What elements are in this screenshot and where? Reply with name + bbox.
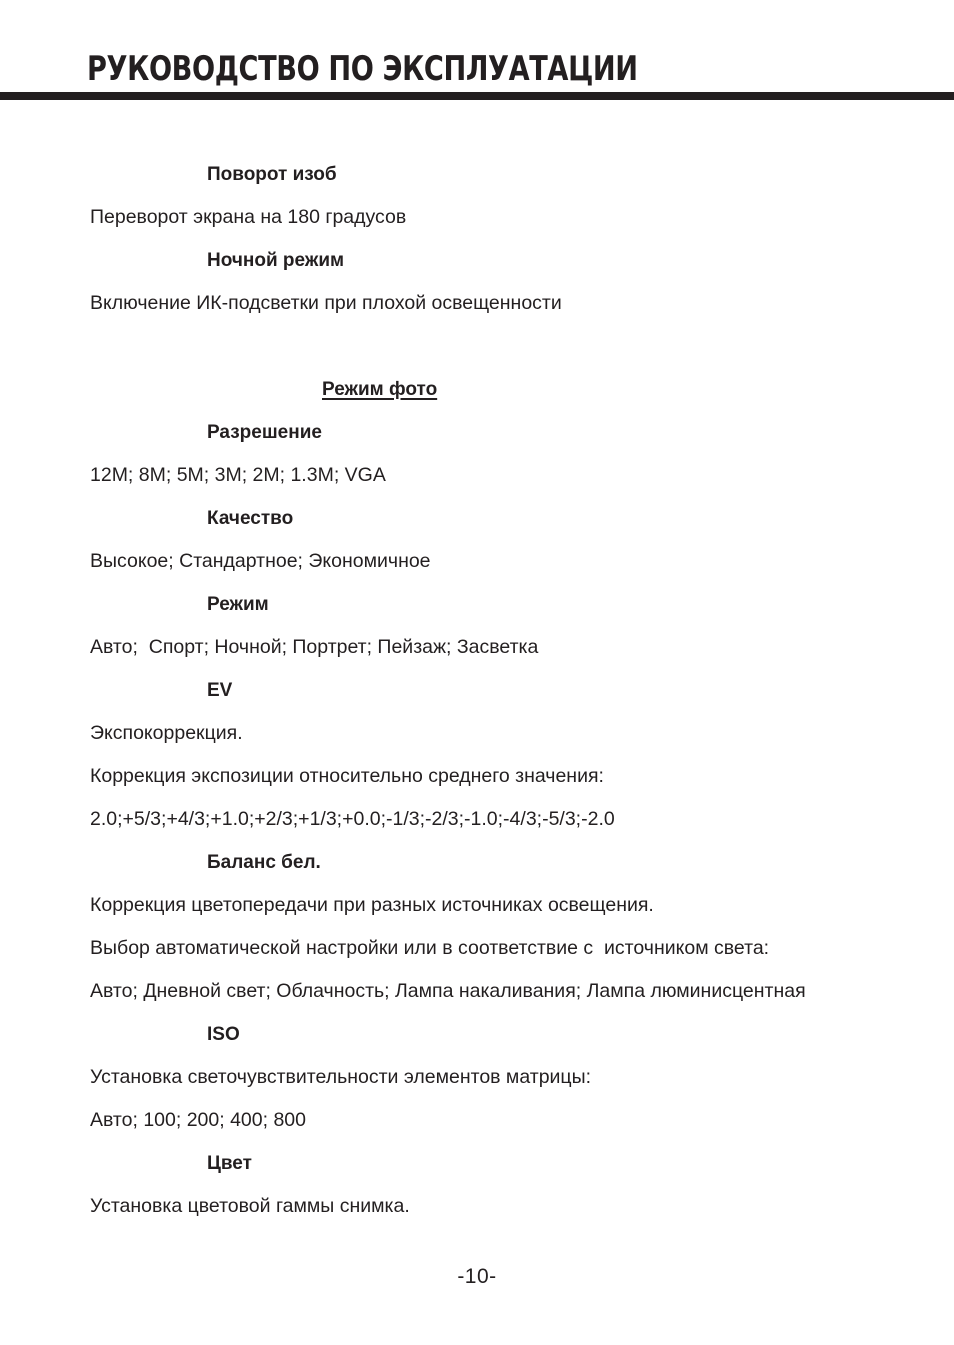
setting-heading: Ночной режим (207, 250, 345, 271)
setting-heading: Разрешение (207, 422, 322, 443)
setting-heading: EV (207, 680, 233, 701)
setting-heading: Цвет (207, 1153, 252, 1174)
page-footer (0, 1265, 954, 1289)
setting-heading: Баланс бел. (207, 852, 321, 873)
body-text: Переворот экрана на 180 градусов (90, 206, 407, 228)
header-divider-rule (0, 92, 954, 100)
paragraph-spacer (0, 325, 954, 368)
setting-heading: Поворот изоб (207, 164, 337, 185)
body-text: Авто; 100; 200; 400; 800 (90, 1109, 306, 1131)
body-text: Высокое; Стандартное; Экономичное (90, 550, 431, 572)
body-text: Коррекция цветопередачи при разных источниках освещения. (90, 894, 654, 916)
body-text: Авто; Спорт; Ночной; Портрет; Пейзаж; Засветка (90, 636, 539, 658)
body-text: Авто; Дневной свет; Облачность; Лампа накаливания; Лампа люминисцентная (90, 980, 806, 1002)
body-text: Экспокоррекция. (90, 722, 243, 744)
body-text: 12M; 8M; 5M; 3M; 2M; 1.3M; VGA (90, 464, 386, 486)
body-text: Коррекция экспозиции относительно среднего значения: (90, 765, 604, 787)
page-title: РУКОВОДСТВО ПО ЭКСПЛУАТАЦИИ (87, 49, 638, 89)
page-number: -10- (457, 1265, 497, 1288)
body-text: Установка светочувствительности элементов матрицы: (90, 1066, 592, 1088)
body-text: 2.0;+5/3;+4/3;+1.0;+2/3;+1/3;+0.0;-1/3;-2/3;-1.0;-4/3;-5/3;-2.0 (90, 808, 615, 830)
document-body (0, 153, 954, 1228)
setting-heading: Режим (207, 594, 269, 615)
setting-heading: Качество (207, 508, 294, 529)
section-title (0, 368, 954, 411)
setting-heading: ISO (207, 1024, 240, 1045)
body-text: Установка цветовой гаммы снимка. (90, 1195, 410, 1217)
section-title-text: Режим фото (322, 379, 438, 400)
body-text: Включение ИК-подсветки при плохой освещенности (90, 292, 562, 314)
body-text: Выбор автоматической настройки или в соответствие с источником света: (90, 937, 770, 959)
